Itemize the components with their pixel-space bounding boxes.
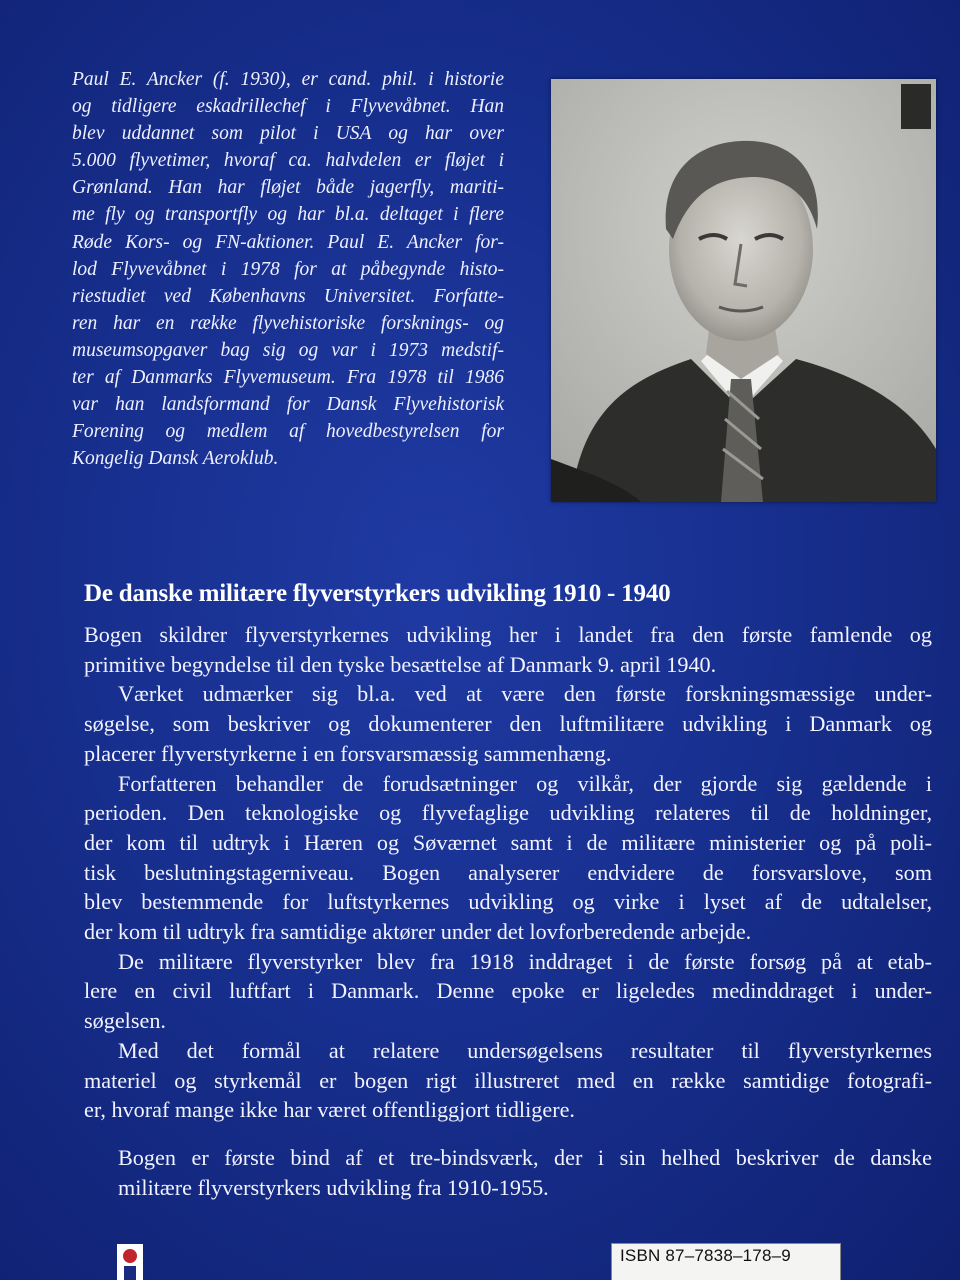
text-line: Bogen er første bind af et tre-bindsværk, der i sin helhed beskriver de danske [118, 1144, 932, 1170]
text-line: Med det formål at relatere undersøgelsens resultater til flyverstyrkernes [118, 1037, 932, 1063]
bio-line: Forening og medlem af hovedbestyrelsen for [72, 421, 504, 443]
bio-line: blev uddannet som pilot i USA og har over [72, 123, 504, 145]
text-line: Forfatteren behandler de forudsætninger og vilkår, der gjorde sig gældende i [118, 770, 932, 796]
publisher-logo-icon [113, 1244, 147, 1280]
bio-line: lod Flyvevåbnet i 1978 for at påbegynde histo- [72, 258, 504, 280]
bio-line: ter af Danmarks Flyvemuseum. Fra 1978 til 1986 [72, 367, 504, 389]
text-line: placerer flyverstyrkerne i en forsvarsmæssig sammenhæng. [84, 740, 612, 766]
bio-line: var han landsformand for Dansk Flyvehistorisk [72, 394, 504, 416]
text-line: Bogen skildrer flyverstyrkernes udvikling her i landet fra den første famlende og [84, 622, 932, 647]
text-line: De militære flyverstyrker blev fra 1918 inddraget i de første forsøg på at etab- [118, 948, 932, 974]
bio-line: Røde Kors- og FN-aktioner. Paul E. Ancker for- [72, 231, 504, 253]
bio-line: museumsopgaver bag sig og var i 1973 medstif- [72, 339, 504, 361]
text-line: søgelse, som beskriver og dokumenterer den luftmilitære udvikling i Danmark og [84, 711, 932, 737]
author-portrait-image [551, 79, 936, 502]
bio-line: riestudiet ved Københavns Universitet. Forfatte- [72, 285, 504, 307]
text-line: søgelsen. [84, 1008, 166, 1034]
text-line: er, hvoraf mange ikke har været offentliggjort tidligere. [84, 1097, 575, 1123]
text-line: militære flyverstyrkers udvikling fra 1910-1955. [118, 1174, 549, 1200]
bio-line: og tidligere eskadrillechef i Flyvevåbnet. Han [72, 96, 504, 118]
text-line: lere en civil luftfart i Danmark. Denne epoke er ligeledes medinddraget i under- [84, 978, 932, 1004]
text-line: blev bestemmende for luftstyrkernes udvikling og virke i lyset af de udtalelser, [84, 889, 932, 915]
text-line: perioden. Den teknologiske og flyvefaglige udvikling relateres til de holdninger, [84, 800, 932, 826]
bio-line: Kongelig Dansk Aeroklub. [72, 448, 279, 470]
bio-line: ren har en række flyvehistoriske forsknings- og [72, 312, 504, 334]
isbn-barcode-label [611, 1243, 841, 1280]
text-line: materiel og styrkemål er bogen rigt illustreret med en række samtidige fotografi- [84, 1067, 932, 1093]
bio-line: Paul E. Ancker (f. 1930), er cand. phil. i historie [72, 69, 504, 90]
text-line: Værket udmærker sig bl.a. ved at være den første forskningsmæssige under- [118, 681, 932, 707]
author-photo [551, 79, 936, 502]
bio-line: Grønland. Han har fløjet både jagerfly, mariti- [72, 177, 504, 199]
paragraph-gap [84, 1125, 932, 1143]
text-line: primitive begyndelse til den tyske besættelse af Danmark 9. april 1940. [84, 651, 717, 677]
text-line: der kom til udtryk fra samtidige aktører under det lovforberedende arbejde. [84, 919, 752, 945]
text-line: tisk beslutningstagerniveau. Bogen analyserer endvidere de forsvarslove, som [84, 859, 932, 885]
author-biography [72, 66, 504, 472]
isbn-number: ISBN 87–7838–178–9 [620, 1246, 791, 1265]
book-description [84, 620, 932, 1202]
book-title-heading: De danske militære flyverstyrkers udvikling 1910 - 1940 [84, 580, 671, 607]
bio-line: 5.000 flyvetimer, hvoraf ca. halvdelen er fløjet i [72, 150, 504, 172]
bio-line: me fly og transportfly og har bl.a. deltaget i flere [72, 204, 504, 226]
text-line: der kom til udtryk i Hæren og Søværnet samt i de militære ministerier og på poli- [84, 829, 932, 855]
